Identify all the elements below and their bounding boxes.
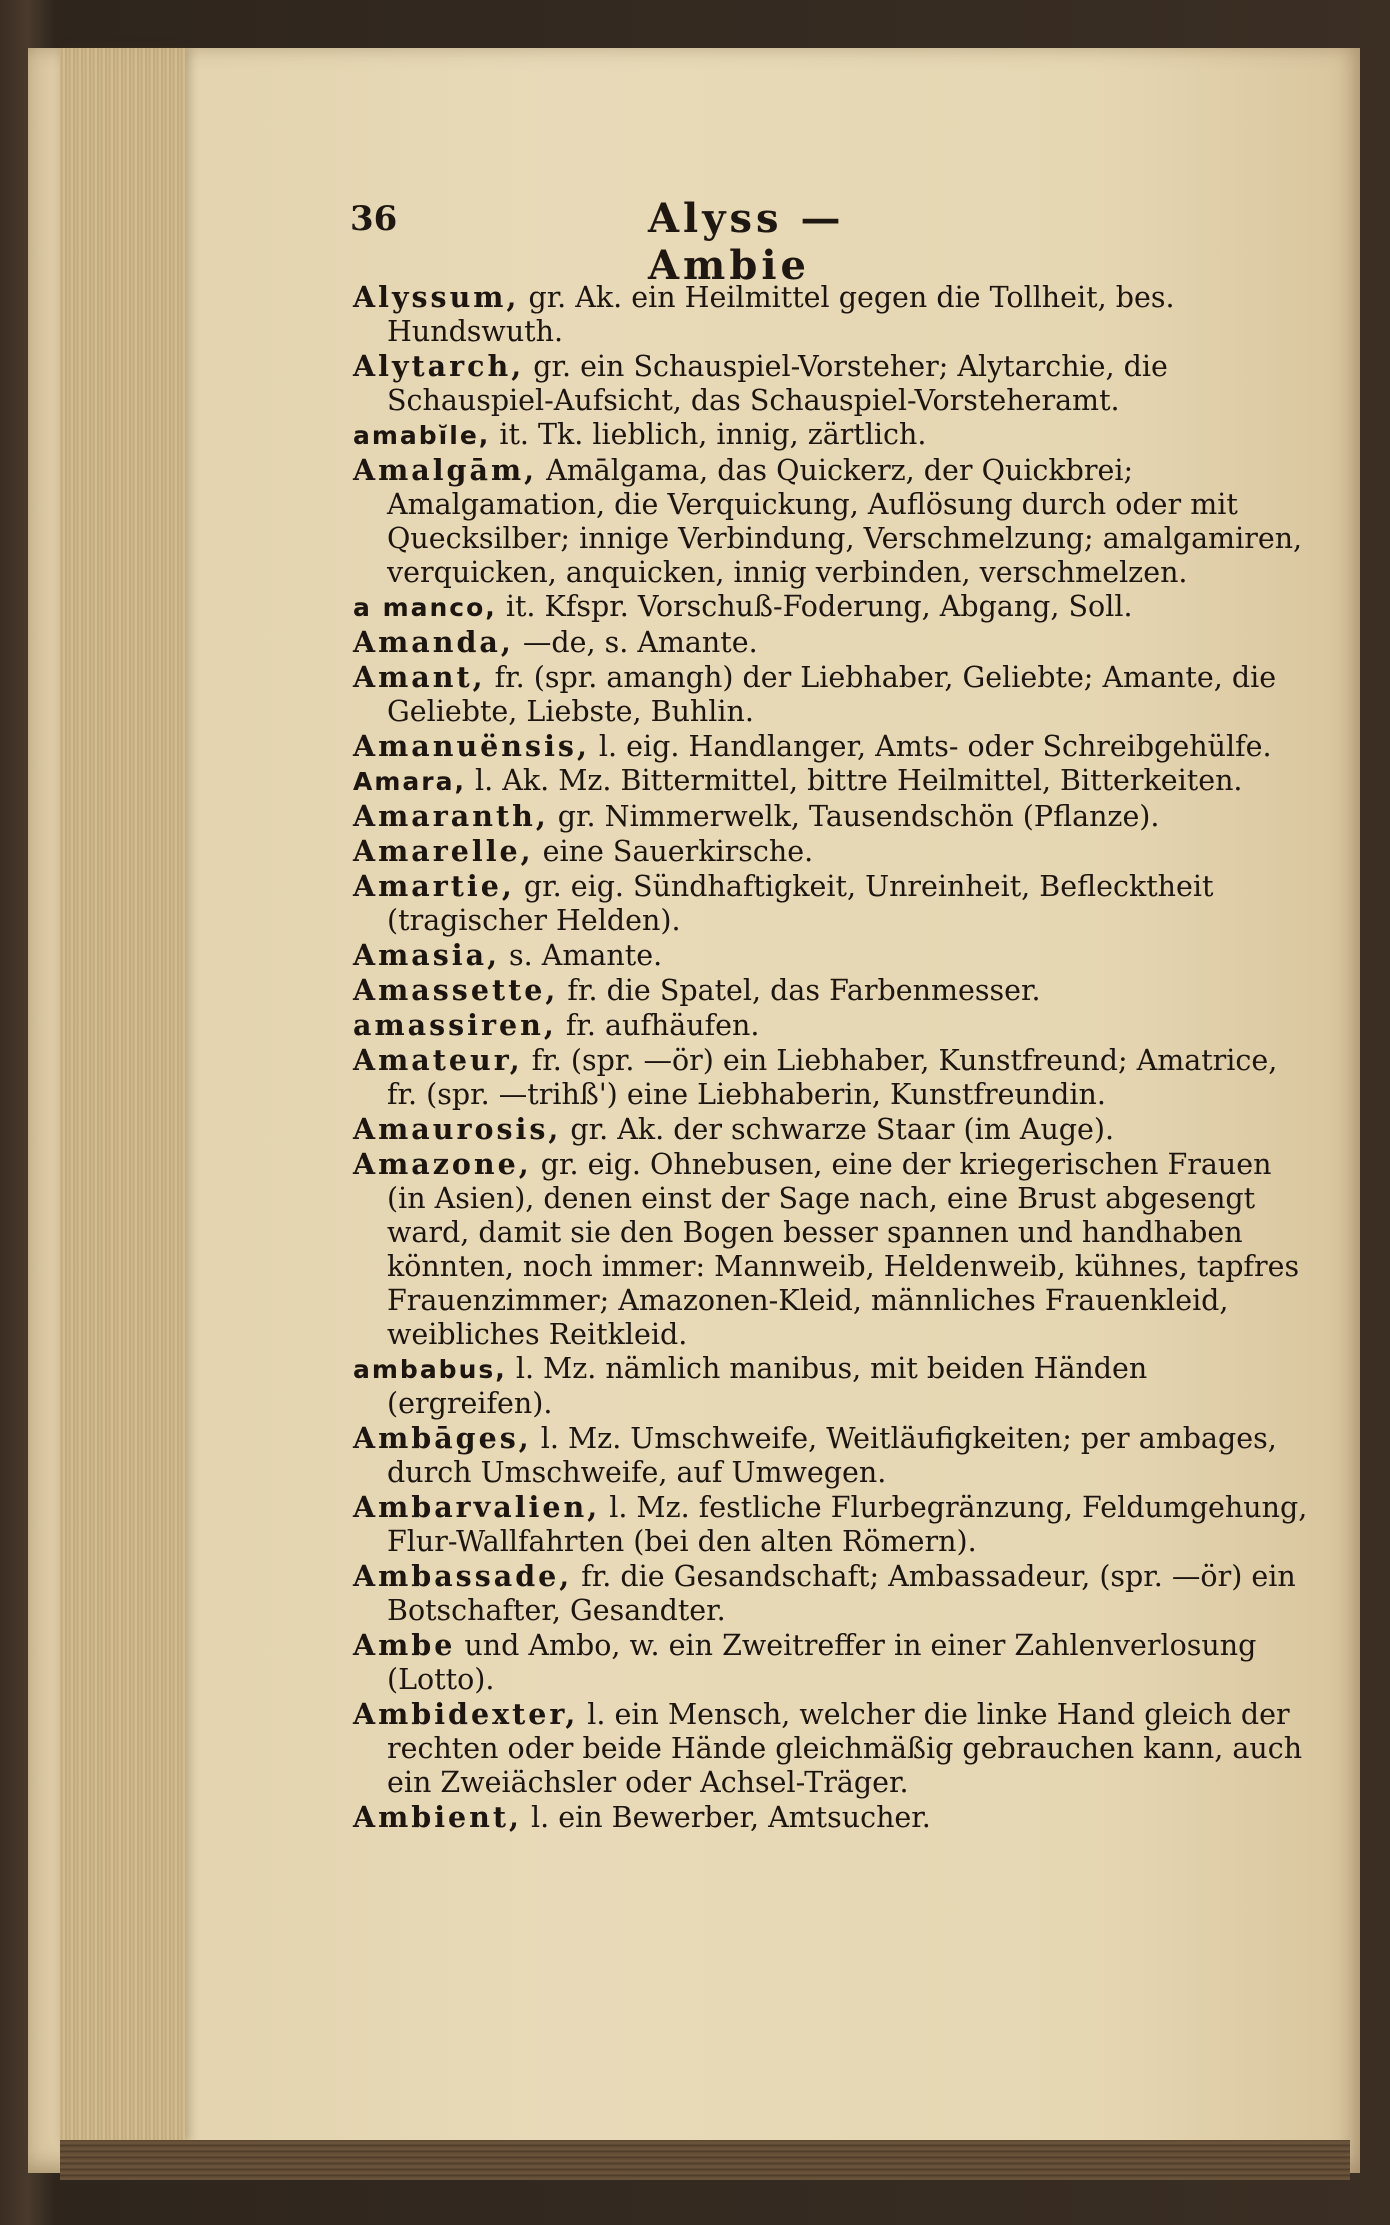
entry [353, 1628, 1313, 1697]
headword: Amassette, [353, 973, 559, 1007]
definition: Amālgama, das Quickerz, der Quickbrei; Amalgamation, die Verquickung, Auflösung durch oder mit Quecksilber; innige Verbindung, Verschmelzung; amalgamiren, verquicken, anquicken, innig verbinden, verschmelzen. [387, 454, 1303, 589]
entry [353, 1800, 1313, 1835]
definition: it. Kfspr. Vorschuß-Foderung, Abgang, Soll. [496, 590, 1133, 623]
page-header [350, 195, 1010, 289]
headword: Amarelle, [353, 834, 534, 868]
entry [353, 1008, 1313, 1043]
headword: a manco, [353, 593, 497, 622]
running-head: Alyss — Ambie [648, 195, 845, 289]
headword: Ambarvalien, [353, 1490, 601, 1524]
headword: Ambient, [353, 1800, 522, 1834]
definition: gr. Ak. der schwarze Staar (im Auge). [561, 1113, 1115, 1146]
entry [353, 1421, 1313, 1490]
headword: Amalgām, [353, 453, 538, 487]
headword: Amazone, [353, 1147, 532, 1181]
entry [353, 729, 1313, 764]
definition: l. Mz. nämlich manibus, mit beiden Händen (ergreifen). [387, 1352, 1148, 1420]
entry [353, 1043, 1313, 1112]
definition: gr. eig. Ohnebusen, eine der kriegerischen Frauen (in Asien), denen einst der Sage nach, eine Brust abgesengt ward, damit sie den Bogen besser spannen und handhaben könnten, noch immer: Mannweib, Heldenweib, kühnes, tapfres Frauenzimmer; Amazonen-Kleid, männliches Frauenkleid, weibliches Reitkleid. [387, 1148, 1300, 1351]
definition: it. Tk. lieblich, innig, zärtlich. [490, 418, 927, 451]
entry [353, 280, 1313, 349]
definition: fr. (spr. amangh) der Liebhaber, Geliebte; Amante, die Geliebte, Liebste, Buhlin. [387, 661, 1277, 728]
entry [353, 1112, 1313, 1147]
definition: fr. die Gesandschaft; Ambassadeur, (spr. —ör) ein Botschafter, Gesandter. [387, 1560, 1296, 1627]
definition: l. ein Bewerber, Amtsucher. [521, 1801, 931, 1834]
headword: Ambe [353, 1628, 456, 1662]
definition: fr. aufhäufen. [556, 1009, 760, 1042]
dictionary-text [353, 280, 1313, 1835]
page-edges [60, 48, 185, 2143]
entry [353, 453, 1313, 590]
entry [353, 1147, 1313, 1352]
definition: l. eig. Handlanger, Amts- oder Schreibgehülfe. [589, 730, 1272, 763]
headword: Alytarch, [353, 349, 525, 383]
headword: Amaranth, [353, 799, 549, 833]
definition: l. Mz. festliche Flurbegränzung, Feldumgehung, Flur-Wallfahrten (bei den alten Römern). [387, 1491, 1308, 1558]
entry [353, 590, 1313, 625]
entry [353, 1352, 1313, 1421]
headword: Amanuënsis, [353, 729, 590, 763]
definition: fr. die Spatel, das Farbenmesser. [558, 974, 1041, 1007]
entry [353, 973, 1313, 1008]
entry [353, 1559, 1313, 1628]
headword: Amartie, [353, 869, 515, 903]
definition: s. Amante. [500, 939, 663, 972]
entry [353, 869, 1313, 938]
entry [353, 1697, 1313, 1800]
definition: eine Sauerkirsche. [533, 835, 814, 868]
headword: Amanda, [353, 625, 514, 659]
book-bottom-edge [60, 2140, 1350, 2180]
entry [353, 625, 1313, 660]
entry [353, 349, 1313, 418]
headword: Ambassade, [353, 1559, 573, 1593]
entry [353, 834, 1313, 869]
headword: amassiren, [353, 1008, 557, 1042]
headword: Amasia, [353, 938, 500, 972]
headword: Ambāges, [353, 1421, 532, 1455]
page-number: 36 [350, 199, 398, 239]
headword: Alyssum, [353, 280, 520, 314]
definition: gr. eig. Sündhaftigkeit, Unreinheit, Beflecktheit (tragischer Helden). [387, 870, 1214, 937]
definition: gr. Nimmerwelk, Tausendschön (Pflanze). [548, 800, 1160, 833]
entry [353, 938, 1313, 973]
entry [353, 799, 1313, 834]
headword: ambabus, [353, 1355, 507, 1384]
definition: —de, s. Amante. [513, 626, 758, 659]
headword: amabĭle, [353, 421, 491, 450]
definition: l. Ak. Mz. Bittermittel, bittre Heilmittel, Bitterkeiten. [465, 764, 1243, 797]
definition: und Ambo, w. ein Zweitreffer in einer Zahlenverlosung (Lotto). [387, 1629, 1257, 1696]
entry [353, 418, 1313, 453]
headword: Ambidexter, [353, 1697, 579, 1731]
definition: l. Mz. Umschweife, Weitläufigkeiten; per ambages, durch Umschweife, auf Umwegen. [387, 1422, 1277, 1489]
definition: gr. ein Schauspiel-Vorsteher; Alytarchie, die Schauspiel-Aufsicht, das Schauspiel-Vorsteheramt. [387, 350, 1168, 417]
headword: Amara, [353, 767, 466, 796]
headword: Amant, [353, 660, 486, 694]
entry [353, 660, 1313, 729]
definition: gr. Ak. ein Heilmittel gegen die Tollheit, bes. Hundswuth. [387, 281, 1175, 348]
definition: l. ein Mensch, welcher die linke Hand gleich der rechten oder beide Hände gleichmäßig gebrauchen kann, auch ein Zweiächsler oder Achsel-Träger. [387, 1698, 1303, 1799]
entry [353, 1490, 1313, 1559]
headword: Amateur, [353, 1043, 523, 1077]
entry [353, 764, 1313, 799]
definition: fr. (spr. —ör) ein Liebhaber, Kunstfreund; Amatrice, fr. (spr. —trihß') eine Liebhaberin, Kunstfreundin. [387, 1044, 1278, 1111]
headword: Amaurosis, [353, 1112, 562, 1146]
